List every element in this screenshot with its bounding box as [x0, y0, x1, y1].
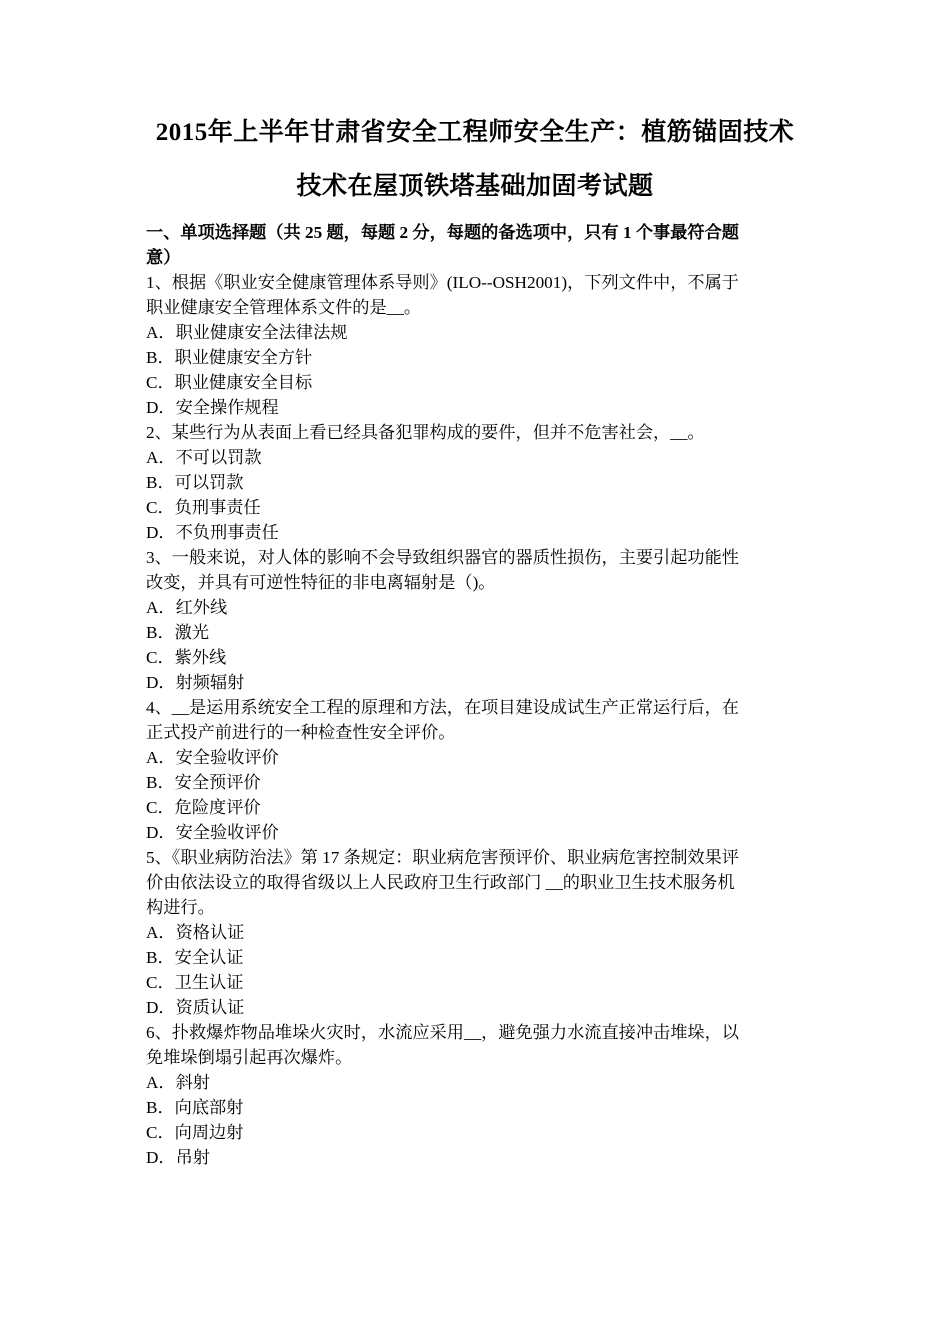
question-stem: 正式投产前进行的一种检查性安全评价。 — [146, 723, 456, 742]
question-stem: 价由依法设立的取得省级以上人民政府卫生行政部门 __的职业卫生技术服务机 — [146, 873, 735, 892]
question-stem: 5、《职业病防治法》第 17 条规定：职业病危害预评价、职业病危害控制效果评 — [146, 848, 739, 867]
question-stem: 1、根据《职业安全健康管理体系导则》(ILO--OSH2001)，下列文件中，不属于 — [146, 273, 739, 292]
question-6 — [146, 1020, 808, 1170]
question-stem: 职业健康安全管理体系文件的是__。 — [146, 298, 422, 317]
question-stem: 3、一般来说，对人体的影响不会导致组织器官的器质性损伤，主要引起功能性 — [146, 548, 739, 567]
question-stem: 4、__是运用系统安全工程的原理和方法，在项目建设成试生产正常运行后，在 — [146, 698, 739, 717]
question-stem: 改变，并具有可逆性特征的非电离辐射是（)。 — [146, 573, 496, 592]
option-b: B．职业健康安全方针 — [146, 348, 313, 367]
question-stem: 构进行。 — [146, 898, 215, 917]
option-d: D．吊射 — [146, 1148, 210, 1167]
option-c: C．职业健康安全目标 — [146, 373, 313, 392]
option-a: A．职业健康安全法律法规 — [146, 323, 348, 342]
option-c: C．向周边射 — [146, 1123, 244, 1142]
option-b: B．安全预评价 — [146, 773, 261, 792]
option-c: C．卫生认证 — [146, 973, 244, 992]
option-d: D．不负刑事责任 — [146, 523, 279, 542]
option-b: B．可以罚款 — [146, 473, 244, 492]
question-3 — [146, 545, 808, 695]
option-c: C．负刑事责任 — [146, 498, 261, 517]
option-a: A．斜射 — [146, 1073, 210, 1092]
document-title-line-1: 2015年上半年甘肃省安全工程师安全生产：植筋锚固技术 — [155, 119, 795, 146]
option-b: B．安全认证 — [146, 948, 244, 967]
question-2 — [146, 420, 808, 545]
question-4 — [146, 695, 808, 845]
option-b: B．向底部射 — [146, 1098, 244, 1117]
question-stem: 2、某些行为从表面上看已经具备犯罪构成的要件，但并不危害社会，__。 — [146, 423, 705, 442]
document-body — [146, 220, 808, 1170]
question-1 — [146, 270, 808, 420]
option-d: D．安全操作规程 — [146, 398, 279, 417]
section-heading-line-2: 意） — [146, 248, 181, 267]
option-c: C．危险度评价 — [146, 798, 261, 817]
option-d: D．射频辐射 — [146, 673, 245, 692]
option-c: C．紫外线 — [146, 648, 227, 667]
option-a: A．不可以罚款 — [146, 448, 262, 467]
option-d: D．资质认证 — [146, 998, 245, 1017]
option-b: B．激光 — [146, 623, 210, 642]
section-heading-line-1: 一、单项选择题（共 25 题，每题 2 分，每题的备选项中，只有 1 个事最符合题 — [146, 223, 739, 242]
question-stem: 6、扑救爆炸物品堆垛火灾时，水流应采用__，避免强力水流直接冲击堆垛，以 — [146, 1023, 739, 1042]
option-d: D．安全验收评价 — [146, 823, 279, 842]
document-title-line-2: 技术在屋顶铁塔基础加固考试题 — [296, 173, 654, 200]
option-a: A．安全验收评价 — [146, 748, 279, 767]
option-a: A．资格认证 — [146, 923, 245, 942]
question-stem: 免堆垛倒塌引起再次爆炸。 — [146, 1048, 353, 1067]
option-a: A．红外线 — [146, 598, 228, 617]
question-5 — [146, 845, 808, 1020]
